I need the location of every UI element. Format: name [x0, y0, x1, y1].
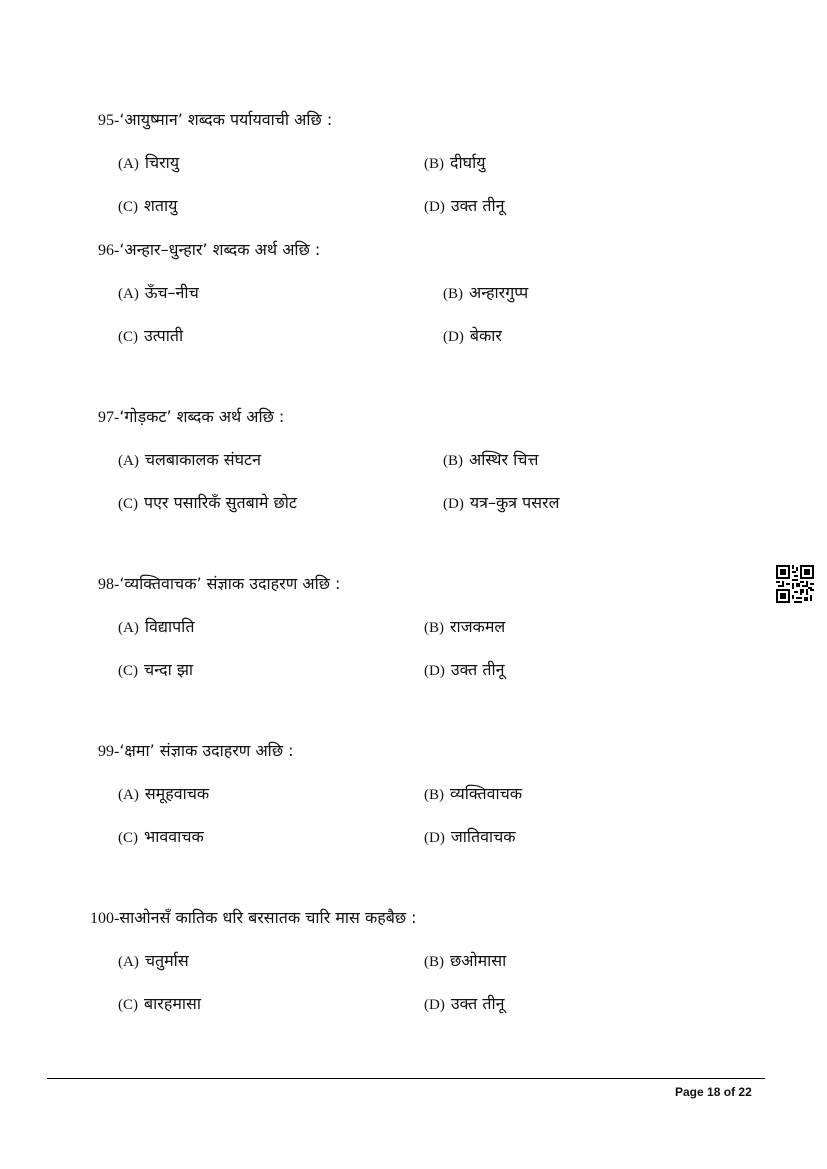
option-label: (A)	[118, 954, 139, 970]
option-label: (A)	[118, 787, 139, 803]
option-text: चिरायु	[144, 153, 180, 172]
option-label: (D)	[443, 329, 464, 345]
option-b	[443, 450, 539, 471]
option-text: विद्यापति	[144, 617, 195, 636]
option-text: उक्त तीनू	[450, 196, 505, 215]
option-c	[118, 660, 193, 681]
option-c	[118, 326, 183, 347]
option-text: चलबाकालक संघटन	[144, 450, 261, 469]
option-text: चन्दा झा	[144, 660, 194, 679]
option-text: उत्पाती	[144, 326, 184, 345]
question-number: 96-	[98, 242, 120, 259]
option-label: (C)	[118, 199, 138, 215]
option-label: (D)	[424, 199, 445, 215]
option-text: जातिवाचक	[450, 827, 516, 846]
option-label: (A)	[118, 156, 139, 172]
option-label: (C)	[118, 663, 138, 679]
question-number: 95-	[98, 112, 120, 129]
option-label: (B)	[443, 286, 463, 302]
question-text: साओनसँ कातिक धरि बरसातक चारि मास कहबैछ :	[119, 908, 417, 927]
option-label: (D)	[443, 496, 464, 512]
option-text: राजकमल	[450, 617, 506, 636]
option-label: (C)	[118, 496, 138, 512]
question-99	[98, 741, 294, 762]
question-number: 99-	[98, 743, 120, 760]
qr-code-icon	[776, 565, 814, 603]
option-text: उक्त तीनू	[450, 660, 505, 679]
option-label: (C)	[118, 830, 138, 846]
option-a	[118, 784, 209, 805]
option-a	[118, 450, 261, 471]
option-text: दीर्घायु	[450, 153, 486, 172]
question-number: 98-	[98, 576, 120, 593]
page-number	[675, 1085, 752, 1099]
question-text: ‘क्षमा’ संज्ञाक उदाहरण अछि :	[119, 741, 294, 760]
option-text: उक्त तीनू	[450, 994, 505, 1013]
option-text: चतुर्मास	[144, 951, 189, 970]
option-c	[118, 196, 177, 217]
question-number: 97-	[98, 409, 120, 426]
option-label: (B)	[424, 620, 444, 636]
option-label: (C)	[118, 329, 138, 345]
option-label: (B)	[424, 954, 444, 970]
question-96	[98, 240, 320, 261]
option-c	[118, 994, 201, 1015]
option-label: (D)	[424, 997, 445, 1013]
option-label: (A)	[118, 620, 139, 636]
option-label: (B)	[424, 787, 444, 803]
page-of-word: of	[723, 1085, 736, 1099]
option-label: (D)	[424, 663, 445, 679]
option-c	[118, 827, 204, 848]
question-text: ‘गोड़कट’ शब्दक अर्थ अछि :	[119, 407, 285, 426]
option-text: पएर पसारिकँ सुतबामे छोट	[144, 493, 297, 512]
option-d	[424, 196, 505, 217]
option-b	[424, 153, 486, 174]
option-label: (B)	[443, 453, 463, 469]
option-text: छओमासा	[450, 951, 507, 970]
option-b	[424, 951, 506, 972]
question-text: ‘आयुष्मान’ शब्दक पर्यायवाची अछि :	[119, 110, 333, 129]
option-d	[424, 827, 516, 848]
option-a	[118, 153, 179, 174]
option-b	[424, 784, 522, 805]
option-text: ऊँच–नीच	[144, 283, 199, 302]
question-100	[90, 908, 417, 929]
question-95	[98, 110, 332, 131]
option-a	[118, 951, 189, 972]
option-d	[443, 493, 559, 514]
option-text: बारहमासा	[144, 994, 201, 1013]
question-97	[98, 407, 284, 428]
footer-divider	[47, 1078, 765, 1079]
question-number: 100-	[90, 910, 120, 927]
page-total: 22	[738, 1085, 752, 1099]
option-text: शतायु	[144, 196, 178, 215]
option-c	[118, 493, 297, 514]
option-label: (C)	[118, 997, 138, 1013]
option-text: अस्थिर चित्त	[469, 450, 539, 469]
option-a	[118, 283, 199, 304]
option-label: (A)	[118, 453, 139, 469]
question-text: ‘व्यक्तिवाचक’ संज्ञाक उदाहरण अछि :	[119, 574, 341, 593]
option-d	[424, 660, 505, 681]
option-text: समूहवाचक	[144, 784, 210, 803]
option-label: (B)	[424, 156, 444, 172]
option-text: यत्र–कुत्र पसरल	[469, 493, 560, 512]
option-b	[443, 283, 528, 304]
option-b	[424, 617, 505, 638]
option-d	[443, 326, 502, 347]
option-d	[424, 994, 505, 1015]
page-current: 18	[707, 1085, 721, 1099]
option-label: (A)	[118, 286, 139, 302]
question-text: ‘अन्हार–धुन्हार’ शब्दक अर्थ अछि :	[119, 240, 321, 259]
option-a	[118, 617, 194, 638]
option-text: बेकार	[469, 326, 502, 345]
option-text: भाववाचक	[144, 827, 204, 846]
question-98	[98, 574, 340, 595]
option-text: व्यक्तिवाचक	[450, 784, 523, 803]
option-label: (D)	[424, 830, 445, 846]
page-word: Page	[675, 1085, 704, 1099]
option-text: अन्हारगुप्प	[469, 283, 529, 302]
